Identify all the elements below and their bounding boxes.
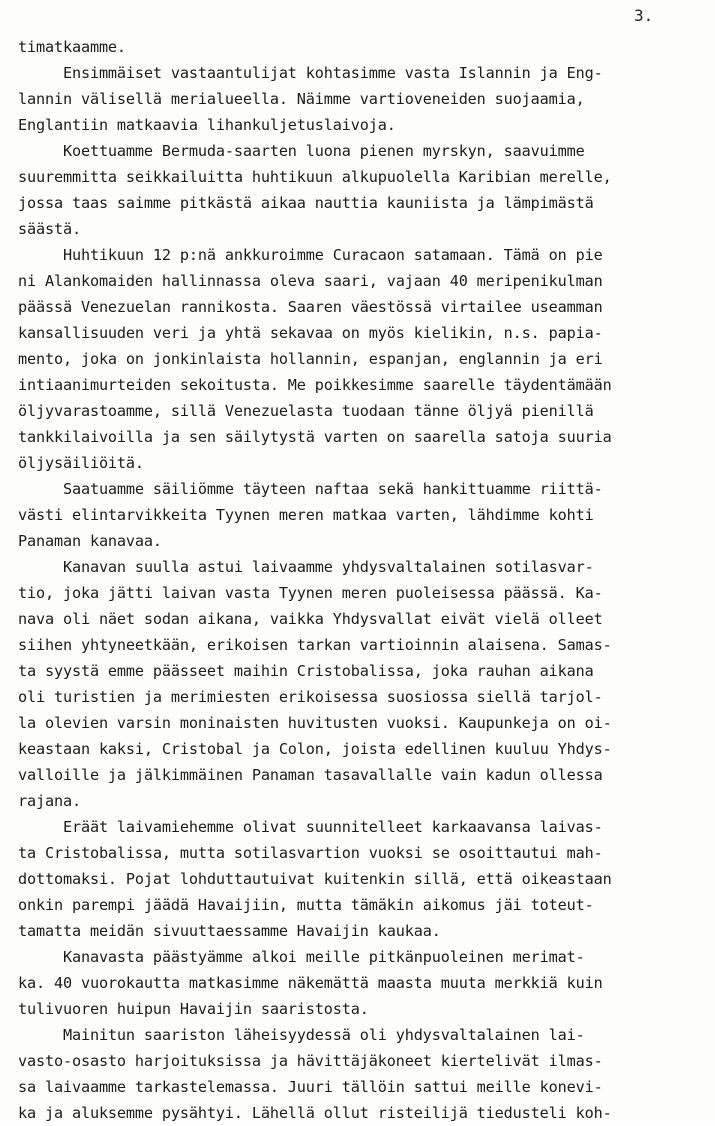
text-line: rajana. [18, 792, 81, 810]
text-line: ta Cristobalissa, mutta sotilasvartion vuoksi se osoittautui mah- [18, 844, 603, 862]
text-line: öljyvarastoamme, sillä Venezuelasta tuodaan tänne öljyä pienillä [18, 402, 594, 420]
text-line: Saatuamme säiliömme täyteen naftaa sekä hankittuamme riittä- [18, 480, 603, 498]
text-line: ni Alankomaiden hallinnassa oleva saari, vajaan 40 meripenikulman [18, 272, 603, 290]
text-line: Huhtikuun 12 p:nä ankkuroimme Curacaon satamaan. Tämä on pie [18, 246, 603, 264]
text-line: ka ja aluksemme pysähtyi. Lähellä ollut risteilijä tiedusteli koh- [18, 1104, 612, 1122]
text-line: Koettuamme Bermuda-saarten luona pienen myrskyn, saavuimme [18, 142, 585, 160]
text-line: ka. 40 vuorokautta matkasimme näkemättä maasta muuta merkkiä kuin [18, 974, 603, 992]
text-line: tankkilaivoilla ja sen säilytystä varten on saarella satoja suuria [18, 428, 612, 446]
text-line: la olevien varsin moninaisten huvitusten vuoksi. Kaupunkeja on oi- [18, 714, 612, 732]
text-line: säästä. [18, 220, 81, 238]
text-line: onkin parempi jäädä Havaijiin, mutta tämäkin aikomus jäi toteut- [18, 896, 594, 914]
text-line: suuremmitta seikkailuitta huhtikuun alkupuolella Karibian merelle, [18, 168, 612, 186]
text-line: ta syystä emme päässeet maihin Cristobalissa, joka rauhan aikana [18, 662, 594, 680]
text-line: keastaan kaksi, Cristobal ja Colon, joista edellinen kuuluu Yhdys- [18, 740, 612, 758]
text-line: kansallisuuden veri ja yhtä sekavaa on myös kielikin, n.s. papia- [18, 324, 603, 342]
text-line: nava oli näet sodan aikana, vaikka Yhdysvallat eivät vielä olleet [18, 610, 603, 628]
text-line: päässä Venezuelan rannikosta. Saaren väestössä virtailee useamman [18, 298, 603, 316]
text-line: dottomaksi. Pojat lohduttautuivat kuitenkin sillä, että oikeastaan [18, 870, 612, 888]
text-line: Panaman kanavaa. [18, 532, 162, 550]
text-line: lannin välisellä merialueella. Näimme vartioveneiden suojaamia, [18, 90, 585, 108]
text-line: vasto-osasto harjoituksissa ja hävittäjäkoneet kiertelivät ilmas- [18, 1052, 603, 1070]
text-line: valloille ja jälkimmäinen Panaman tasavallalle vain kadun ollessa [18, 766, 603, 784]
text-line: tamatta meidän sivuuttaessamme Havaijin kaukaa. [18, 922, 441, 940]
text-line: Kanavasta päästyämme alkoi meille pitkänpuoleinen merimat- [18, 948, 585, 966]
text-line: Mainitun saariston läheisyydessä oli yhdysvaltalainen lai- [18, 1026, 585, 1044]
text-line: siihen yhtyneetkään, erikoisen tarkan vartioinnin alaisena. Samas- [18, 636, 612, 654]
text-line: öljysäiliöitä. [18, 454, 144, 472]
text-line: sa laivaamme tarkastelemassa. Juuri tällöin sattui meille konevi- [18, 1078, 603, 1096]
text-line: jossa taas saimme pitkästä aikaa nauttia kauniista ja lämpimästä [18, 194, 594, 212]
text-line: tio, joka jätti laivan vasta Tyynen meren puoleisessa päässä. Ka- [18, 584, 603, 602]
text-line: Englantiin matkaavia lihankuljetuslaivoja. [18, 116, 396, 134]
text-line: oli turistien ja merimiesten erikoisessa suosiossa siellä tarjol- [18, 688, 603, 706]
text-line: tulivuoren huipun Havaijin saaristosta. [18, 1000, 369, 1018]
text-line: Ensimmäiset vastaantulijat kohtasimme vasta Islannin ja Eng- [18, 64, 603, 82]
text-line: intiaanimurteiden sekoitusta. Me poikkesimme saarelle täydentämään [18, 376, 612, 394]
text-line: Kanavan suulla astui laivaamme yhdysvaltalainen sotilasvar- [18, 558, 594, 576]
text-line: Eräät laivamiehemme olivat suunnitelleet karkaavansa laivas- [18, 818, 603, 836]
text-line: västi elintarvikkeita Tyynen meren matkaa varten, lähdimme kohti [18, 506, 594, 524]
text-line: mento, joka on jonkinlaista hollannin, espanjan, englannin ja eri [18, 350, 603, 368]
text-line: timatkaamme. [18, 38, 126, 56]
body-text [18, 34, 708, 1126]
page-number: 3. [634, 6, 654, 25]
